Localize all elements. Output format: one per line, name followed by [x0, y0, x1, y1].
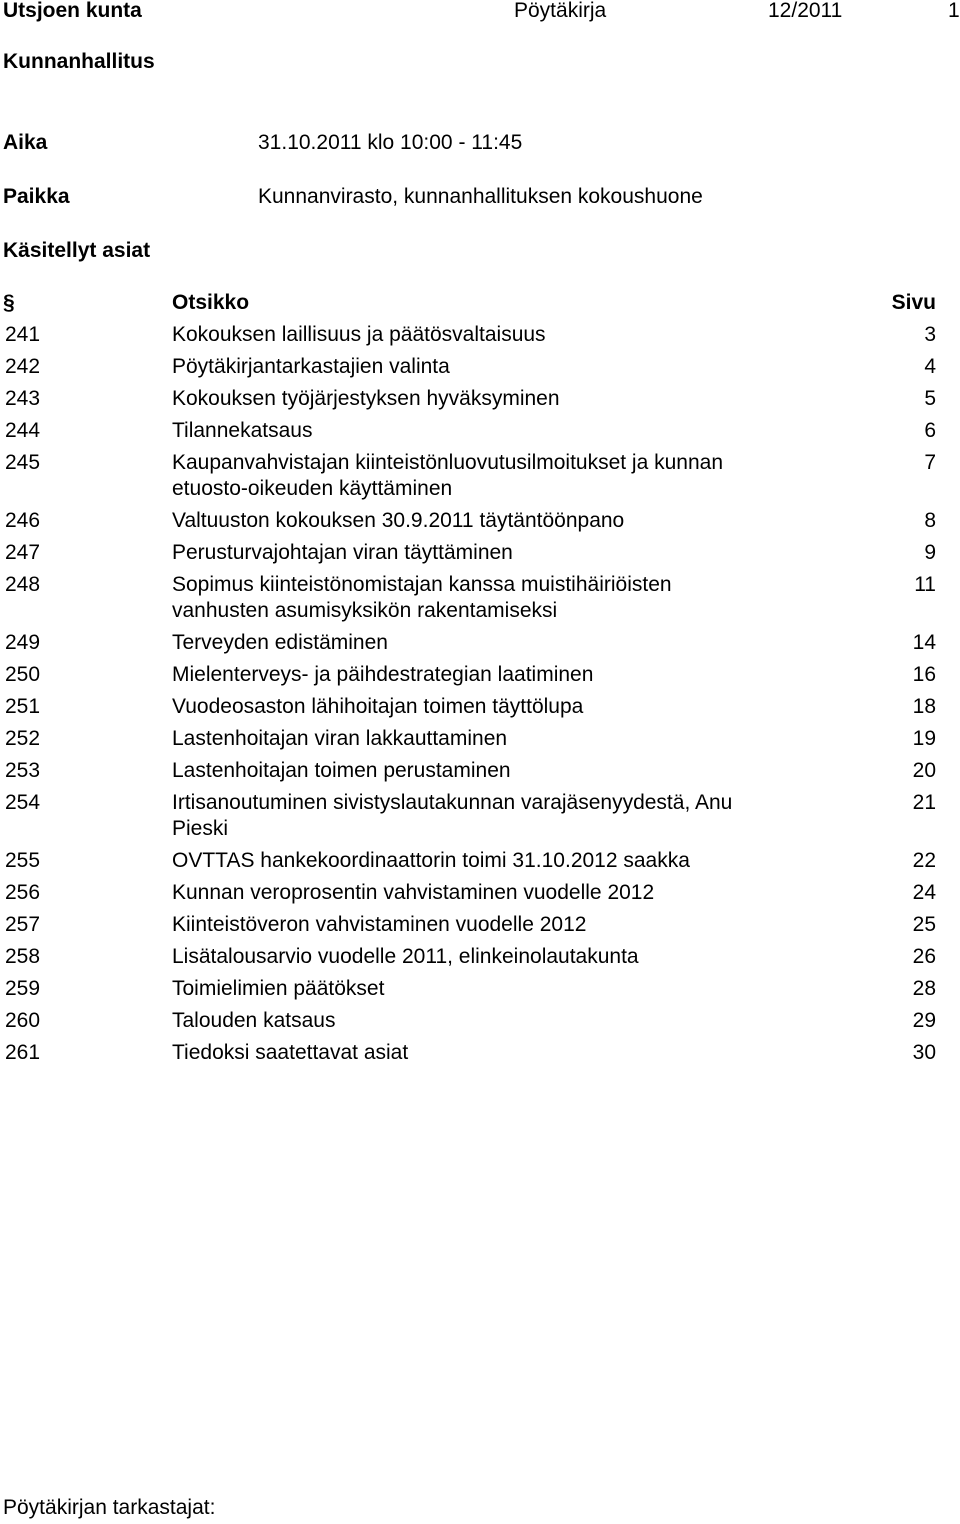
- agenda-item: [0, 976, 960, 1008]
- agenda-item-title: Tiedoksi saatettavat asiat: [172, 1041, 409, 1064]
- agenda-item-page: 18: [912, 695, 936, 718]
- agenda-item-page: 5: [924, 387, 936, 410]
- agenda-item-title: Lisätalousarvio vuodelle 2011, elinkeinolautakunta: [172, 945, 639, 968]
- agenda-item-page: 19: [912, 727, 936, 750]
- agenda-item: [0, 418, 960, 450]
- agenda-item-number: 251: [5, 695, 41, 718]
- agenda-item-title: Sopimus kiinteistönomistajan kanssa muistihäiriöisten vanhusten asumisyksikön rakentamiseksi: [172, 573, 672, 622]
- agenda-item-title: Pöytäkirjantarkastajien valinta: [172, 355, 450, 378]
- agenda-item-page: 20: [912, 759, 936, 782]
- agenda-item-title: Valtuuston kokouksen 30.9.2011 täytäntöönpano: [172, 509, 625, 532]
- board-name: Kunnanhallitus: [3, 50, 155, 73]
- agenda-item-title: Perusturvajohtajan viran täyttäminen: [172, 541, 513, 564]
- document-type: Pöytäkirja: [514, 0, 607, 22]
- agenda-item-number: 246: [5, 509, 41, 532]
- agenda-item-page: 28: [912, 977, 936, 1000]
- agenda-item-number: 244: [5, 419, 41, 442]
- agenda-item: [0, 1008, 960, 1040]
- agenda-item: [0, 726, 960, 758]
- agenda-list: [0, 322, 960, 1072]
- agenda-item-title: Talouden katsaus: [172, 1009, 336, 1032]
- agenda-item-number: 249: [5, 631, 41, 654]
- section-sign-icon: §: [3, 291, 15, 314]
- agenda-item: [0, 572, 960, 630]
- agenda-item-number: 247: [5, 541, 41, 564]
- agenda-item-title: Irtisanoutuminen sivistyslautakunnan varajäsenyydestä, Anu Pieski: [172, 791, 733, 840]
- column-header-page: Sivu: [891, 291, 936, 314]
- agenda-item-title: Mielenterveys- ja päihdestrategian laatiminen: [172, 663, 594, 686]
- agenda-item-number: 260: [5, 1009, 41, 1032]
- agenda-item: [0, 540, 960, 572]
- place-label: Paikka: [3, 185, 70, 208]
- agenda-item: [0, 508, 960, 540]
- agenda-item-title: Vuodeosaston lähihoitajan toimen täyttölupa: [172, 695, 584, 718]
- time-value: 31.10.2011 klo 10:00 - 11:45: [258, 131, 523, 154]
- agenda-item-number: 255: [5, 849, 41, 872]
- agenda-item-title: Kokouksen työjärjestyksen hyväksyminen: [172, 387, 560, 410]
- agenda-item-page: 8: [924, 509, 936, 532]
- agenda-item: [0, 450, 960, 508]
- agenda-item: [0, 322, 960, 354]
- page-number: 1: [948, 0, 960, 22]
- agenda-item-title: Lastenhoitajan viran lakkauttaminen: [172, 727, 508, 750]
- agenda-item-page: 30: [912, 1041, 936, 1064]
- agenda-item-title: Toimielimien päätökset: [172, 977, 385, 1000]
- agenda-item-number: 259: [5, 977, 41, 1000]
- agenda-item-page: 9: [924, 541, 936, 564]
- agenda-item-page: 24: [912, 881, 936, 904]
- agenda-item-title: Kunnan veroprosentin vahvistaminen vuodelle 2012: [172, 881, 655, 904]
- agenda-item-page: 25: [912, 913, 936, 936]
- agenda-item-page: 11: [914, 573, 936, 596]
- agenda-item-number: 245: [5, 451, 41, 474]
- agenda-item: [0, 1040, 960, 1072]
- agenda-item-page: 26: [912, 945, 936, 968]
- agenda-item-number: 261: [5, 1041, 41, 1064]
- document-number: 12/2011: [768, 0, 843, 22]
- column-header-title: Otsikko: [172, 291, 250, 314]
- agenda-item-number: 253: [5, 759, 41, 782]
- agenda-item-page: 4: [924, 355, 936, 378]
- agenda-item-number: 254: [5, 791, 41, 814]
- agenda-item-page: 22: [912, 849, 936, 872]
- place-value: Kunnanvirasto, kunnanhallituksen kokoushuone: [258, 185, 703, 208]
- agenda-item-number: 257: [5, 913, 41, 936]
- agenda-item: [0, 880, 960, 912]
- agenda-item: [0, 944, 960, 976]
- agenda-item-title: Tilannekatsaus: [172, 419, 313, 442]
- time-label: Aika: [3, 131, 48, 154]
- agenda-item: [0, 912, 960, 944]
- agenda-item-page: 14: [912, 631, 936, 654]
- agenda-item-page: 3: [924, 323, 936, 346]
- agenda-item-number: 248: [5, 573, 41, 596]
- agenda-item: [0, 386, 960, 418]
- reviewers-label: Pöytäkirjan tarkastajat:: [3, 1496, 216, 1519]
- agenda-item: [0, 790, 960, 848]
- section-heading: Käsitellyt asiat: [3, 239, 151, 262]
- agenda-item-number: 242: [5, 355, 41, 378]
- agenda-item-page: 7: [924, 451, 936, 474]
- agenda-item-number: 243: [5, 387, 41, 410]
- agenda-item: [0, 848, 960, 880]
- agenda-item-title: Kokouksen laillisuus ja päätösvaltaisuus: [172, 323, 546, 346]
- agenda-item-title: Terveyden edistäminen: [172, 631, 388, 654]
- agenda-item-title: Kiinteistöveron vahvistaminen vuodelle 2012: [172, 913, 587, 936]
- agenda-item-number: 241: [5, 323, 41, 346]
- agenda-item-page: 29: [912, 1009, 936, 1032]
- agenda-item: [0, 354, 960, 386]
- agenda-item-number: 252: [5, 727, 41, 750]
- agenda-item: [0, 694, 960, 726]
- agenda-item: [0, 630, 960, 662]
- agenda-item-page: 6: [924, 419, 936, 442]
- agenda-item: [0, 758, 960, 790]
- agenda-item-number: 256: [5, 881, 41, 904]
- agenda-item-title: Lastenhoitajan toimen perustaminen: [172, 759, 511, 782]
- municipality-name: Utsjoen kunta: [3, 0, 142, 22]
- agenda-item-title: Kaupanvahvistajan kiinteistönluovutusilmoitukset ja kunnan etuosto-oikeuden käyttäminen: [172, 451, 724, 500]
- agenda-item-number: 258: [5, 945, 41, 968]
- agenda-item-page: 16: [912, 663, 936, 686]
- agenda-item-title: OVTTAS hankekoordinaattorin toimi 31.10.2012 saakka: [172, 849, 690, 872]
- agenda-item: [0, 662, 960, 694]
- agenda-item-number: 250: [5, 663, 41, 686]
- agenda-item-page: 21: [912, 791, 936, 814]
